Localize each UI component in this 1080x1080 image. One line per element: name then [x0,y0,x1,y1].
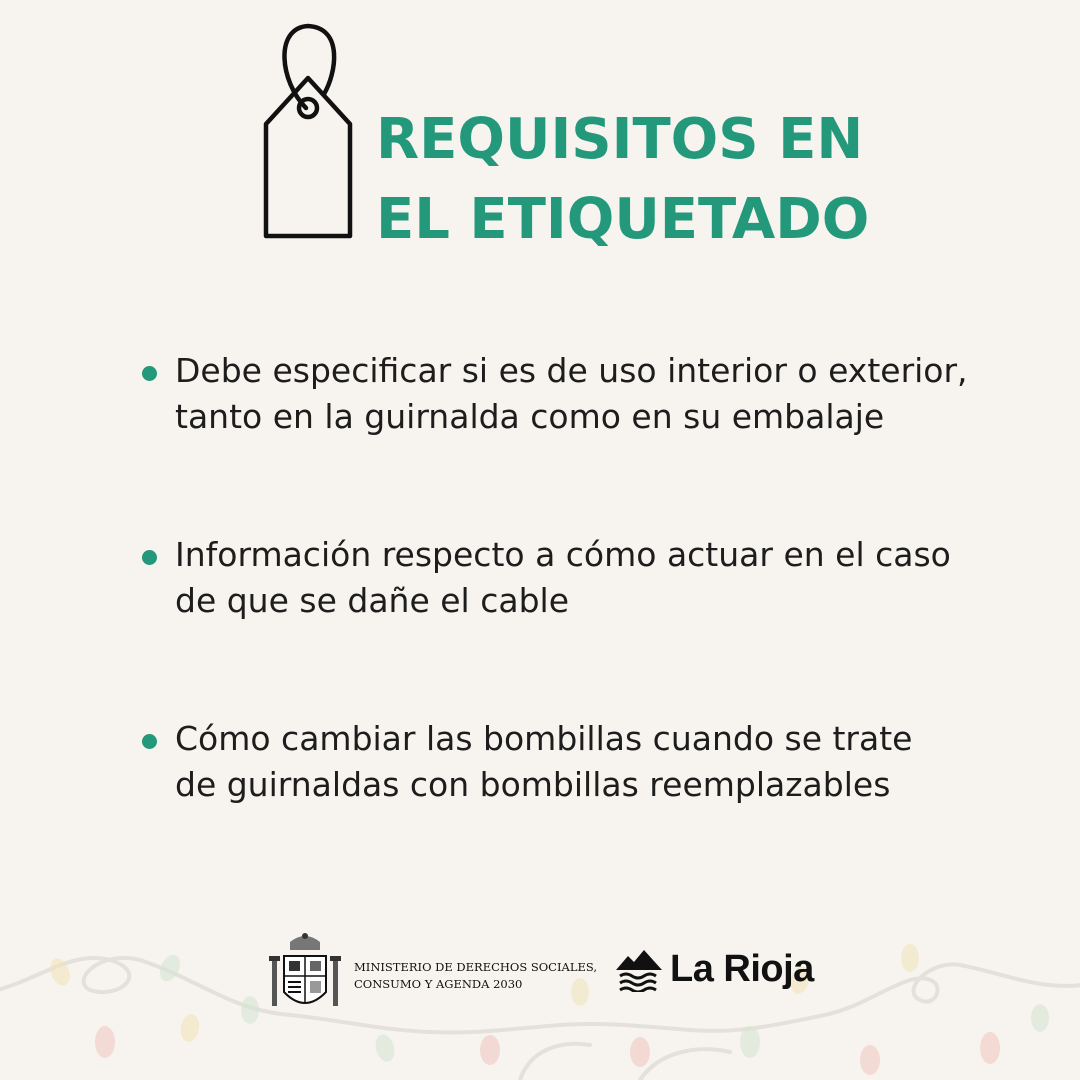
footer-logos [0,928,1080,1018]
coat-of-arms-icon [266,932,344,1014]
list-item-line: Cómo cambiar las bombillas cuando se trate [175,719,913,758]
price-tag-icon [262,22,356,242]
bullet-dot-icon [142,734,157,749]
bullet-dot-icon [142,550,157,565]
ministry-line-1: MINISTERIO DE DERECHOS SOCIALES, [354,960,597,974]
ministry-label [354,959,597,993]
list-item-line: tanto en la guirnalda como en su embalaje [175,397,885,436]
la-rioja-logo-icon [616,946,662,992]
list-item-line: de que se dañe el cable [175,581,570,620]
title-line-2: EL ETIQUETADO [376,187,870,252]
list-item-line: de guirnaldas con bombillas reemplazables [175,765,891,804]
page-title [376,100,869,260]
la-rioja-label: La Rioja [670,948,814,990]
title-line-1: REQUISITOS EN [376,107,864,172]
bullet-dot-icon [142,366,157,381]
list-item-line: Información respecto a cómo actuar en el caso [175,535,951,574]
ministry-line-2: CONSUMO Y AGENDA 2030 [354,977,523,991]
list-item-line: Debe especificar si es de uso interior o exterior, [175,351,968,390]
